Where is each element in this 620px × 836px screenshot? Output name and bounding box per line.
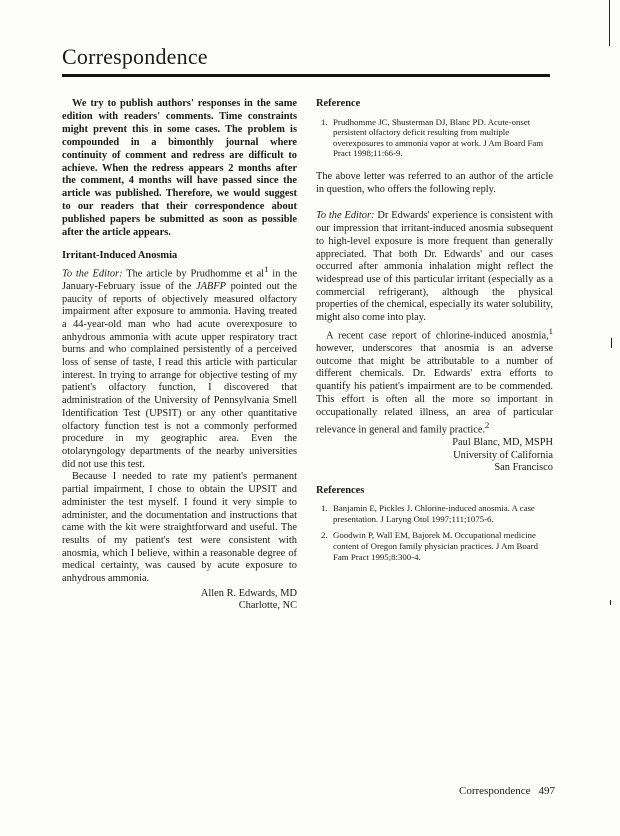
title-rule: [62, 74, 550, 77]
reference-text: Prudhomme JC, Shusterman DJ, Blanc PD. Acute-onset persistent olfactory deficit resulting from multiple overexposures to ammonia vapor at work. J Am Board Fam Pract 1998;11:66-9.: [333, 116, 544, 159]
reply-paragraph-1: [316, 210, 553, 324]
letter-paragraph-2: Because I needed to rate my patient's permanent partial impairment, I chose to obtain the UPSIT and administer the test myself. I found it very simple to administer, and the documentation and instructions that came with the kit were straightforward and useful. The results of my patient's test were consistent with anosmia, which I believe, within a reasonable degree of medical certainty, was caused by acute exposure to anhydrous ammonia.: [62, 471, 297, 585]
page-title: Correspondence: [62, 44, 208, 69]
letter-signature: [62, 588, 297, 613]
reference-number: 1.: [321, 503, 328, 514]
reference-item: [316, 530, 553, 562]
reference-item: [316, 503, 553, 524]
reply-signature-name: Paul Blanc, MD, MSPH: [452, 437, 553, 449]
reference-text: Goodwin P, Wall EM, Bajorek M. Occupational medicine content of Oregon family physician practices. J Am Board Fam Pract 1995;8:300-4.: [333, 530, 538, 562]
letter-text-c: pointed out the paucity of reports of objectively measured olfactory impairment after exposure to ammonia. Having treated a 44-year-old man who had acute overexposure to anhydrous ammonia with acute upper respiratory tract burns and who complained persistently of a perceived loss of sense of taste, I read this article with particular interest. In trying to arrange for objective testing of my patient's olfactory function, I discovered that administration of the University of Pennsylvania Smell Identification Test (UPSIT) or any other quantitative olfactory function test is not a commonly performed procedure in my geographic area. Even the otolaryngology departments of the nearby universities did not use this test.: [62, 280, 297, 470]
left-column: [62, 98, 297, 613]
reply-signature-city: San Francisco: [494, 462, 553, 474]
journal-name: JABFP: [195, 280, 226, 292]
reference-text: Banjamin E, Pickles J. Chlorine-induced anosmia. A case presentation. J Laryng Otol 1997;111;1075-6.: [333, 503, 535, 524]
citation-superscript: 1: [548, 325, 553, 336]
right-column: [316, 98, 553, 562]
scan-edge-mark: [611, 338, 612, 348]
reply-signature-affiliation: University of California: [453, 449, 553, 461]
reply-signature: [316, 437, 553, 474]
letter-paragraph-1: [62, 263, 297, 472]
reply-paragraph-2: [316, 325, 553, 438]
citation-superscript: 1: [264, 263, 269, 274]
letter-text-b: in the January-February issue of the: [62, 268, 297, 292]
scan-edge-mark: [610, 600, 611, 605]
reference-item: [316, 117, 553, 159]
reply-salutation: To the Editor:: [316, 210, 375, 222]
page-number: 497: [538, 785, 555, 797]
reference-list: [316, 117, 553, 159]
references-list: [316, 503, 553, 562]
page-footer: [459, 785, 555, 797]
signature-name: Allen R. Edwards, MD: [200, 587, 297, 599]
citation-superscript: 2: [485, 420, 490, 431]
editor-note: We try to publish authors' responses in the same edition with readers' comments. Time constraints might prevent this in some cases. The problem is compounded in a bimonthly journal where continuity of comment and redress are difficult to achieve. When the redress appears 2 months after the comment, 4 months will have passed since the article was published. Therefore, we would suggest to our readers that their correspondence about published papers be submitted as soon as possible after the article appears.: [62, 98, 297, 239]
reply-text-b: however, underscores that anosmia is an adverse outcome that might be attributable to a number of different chemicals. Dr. Edwards' extra efforts to quantify his patient's impairment are to be commended. This effort is often all the more so important in occupationally related illness, an area of particular relevance in general and family practice.: [316, 342, 553, 436]
reference-number: 2.: [321, 530, 328, 541]
references-heading: References: [316, 484, 365, 496]
reference-number: 1.: [321, 116, 328, 127]
referral-note: The above letter was referred to an author of the article in question, who offers the following reply.: [316, 171, 553, 195]
letter-text-a: The article by Prudhomme et al: [122, 268, 265, 280]
letter-salutation: To the Editor:: [62, 268, 123, 280]
scan-edge-mark: [609, 0, 610, 46]
reply-text-a: A recent case report of chlorine-induced anosmia,: [326, 330, 549, 342]
reference-heading: Reference: [316, 98, 361, 109]
letter-title: Irritant-Induced Anosmia: [62, 249, 178, 261]
footer-section: Correspondence: [459, 785, 531, 797]
reply-text: Dr Edwards' experience is consistent with our impression that irritant-induced anosmia subsequent to high-level exposure is more frequent than generally appreciated. That both Dr. Edwards' and our cases occurred after ammonia inhalation might reflect the widespread use of this particular irritant (especially as a commercial refrigerant), although the physical properties of the chemical, especially its water solubility, might also come into play.: [316, 210, 553, 324]
signature-place: Charlotte, NC: [238, 600, 297, 612]
